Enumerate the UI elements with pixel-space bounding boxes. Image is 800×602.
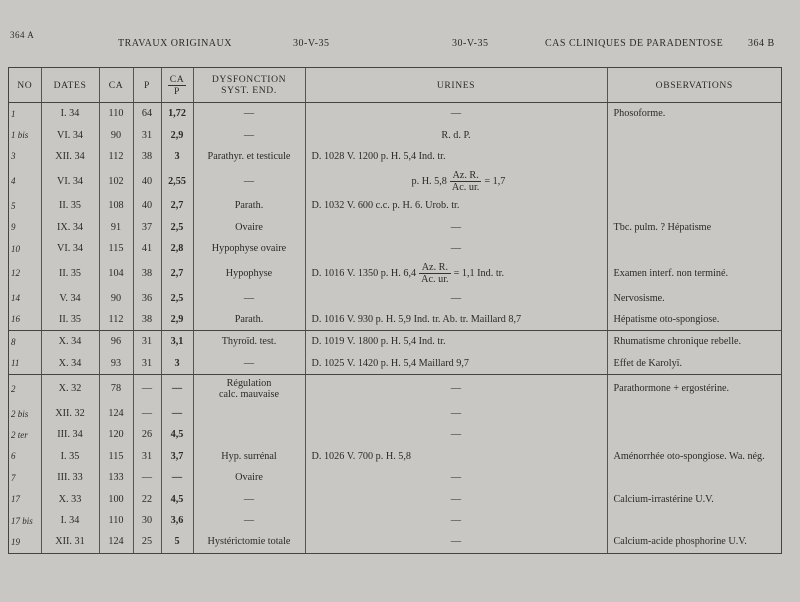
urine-analysis: — <box>305 238 607 259</box>
urine-analysis <box>305 167 607 195</box>
case-number: 17 bis <box>9 510 41 531</box>
calcium-value: 115 <box>99 446 133 467</box>
case-number: 2 bis <box>9 403 41 424</box>
endocrine-dysfunction: Parath. <box>193 195 305 216</box>
ca-p-ratio: 2,5 <box>161 217 193 238</box>
exam-date: V. 34 <box>41 287 99 308</box>
endocrine-dysfunction <box>193 424 305 445</box>
urine-analysis: R. d. P. <box>305 124 607 145</box>
calcium-value: 102 <box>99 167 133 195</box>
exam-date: III. 34 <box>41 424 99 445</box>
observation <box>607 146 781 167</box>
exam-date: X. 32 <box>41 374 99 403</box>
page-number-right: 364 B <box>748 38 775 49</box>
exam-date: II. 35 <box>41 259 99 287</box>
observation <box>607 195 781 216</box>
phosphorus-value: 22 <box>133 488 161 509</box>
exam-date: XII. 34 <box>41 146 99 167</box>
endocrine-dysfunction: Hyp. surrénal <box>193 446 305 467</box>
endocrine-dysfunction: Parathyr. et testicule <box>193 146 305 167</box>
urine-suffix: = 1,1 Ind. tr. <box>453 267 505 279</box>
observation <box>607 424 781 445</box>
case-number: 12 <box>9 259 41 287</box>
ca-p-ratio: 3,6 <box>161 510 193 531</box>
calcium-value: 104 <box>99 259 133 287</box>
urine-frac-num: Az. R. <box>450 170 481 182</box>
case-number: 3 <box>9 146 41 167</box>
ca-p-ratio: 2,9 <box>161 309 193 331</box>
calcium-value: 115 <box>99 238 133 259</box>
case-number: 6 <box>9 446 41 467</box>
col-urines: URINES <box>305 68 607 103</box>
phosphorus-value: 40 <box>133 195 161 216</box>
urine-analysis: D. 1025 V. 1420 p. H. 5,4 Maillard 9,7 <box>305 353 607 375</box>
endocrine-dysfunction: Hypophyse <box>193 259 305 287</box>
urine-analysis: — <box>305 488 607 509</box>
phosphorus-value: 31 <box>133 446 161 467</box>
case-number: 1 bis <box>9 124 41 145</box>
case-number: 9 <box>9 217 41 238</box>
calcium-value: 133 <box>99 467 133 488</box>
case-number: 19 <box>9 531 41 552</box>
ca-p-ratio: 3 <box>161 146 193 167</box>
table-row <box>9 331 781 353</box>
col-ratio-num: CA <box>169 73 185 85</box>
ca-p-ratio: 3,7 <box>161 446 193 467</box>
phosphorus-value: 38 <box>133 259 161 287</box>
col-ratio-den: P <box>174 85 180 97</box>
endocrine-dysfunction: Parath. <box>193 309 305 331</box>
table-header-row <box>9 68 781 103</box>
endocrine-dysfunction: — <box>193 510 305 531</box>
calcium-value: 93 <box>99 353 133 375</box>
table-row <box>9 467 781 488</box>
urine-frac-num: Az. R. <box>419 262 450 274</box>
observation: Rhumatisme chronique rebelle. <box>613 336 742 348</box>
phosphorus-value: 41 <box>133 238 161 259</box>
case-number: 5 <box>9 195 41 216</box>
exam-date: III. 33 <box>41 467 99 488</box>
ca-p-ratio: 3,1 <box>161 331 193 353</box>
calcium-value: 120 <box>99 424 133 445</box>
exam-date: X. 34 <box>41 353 99 375</box>
phosphorus-value: 38 <box>133 146 161 167</box>
ca-p-ratio: 2,55 <box>161 167 193 195</box>
table-row <box>9 446 781 467</box>
observation <box>607 403 781 424</box>
observation <box>607 124 781 145</box>
calcium-value: 100 <box>99 488 133 509</box>
col-dates: DATES <box>41 68 99 103</box>
exam-date: I. 34 <box>41 103 99 125</box>
ca-p-ratio: 2,5 <box>161 287 193 308</box>
endocrine-dysfunction: — <box>193 488 305 509</box>
urine-frac-den: Ac. ur. <box>451 181 480 193</box>
ca-p-ratio: — <box>161 374 193 403</box>
observation: Effet de Karolyï. <box>607 353 781 375</box>
urine-analysis: — <box>305 531 607 552</box>
case-number: 2 ter <box>9 424 41 445</box>
observation: Aménorrhée oto-spongiose. Wa. nég. <box>613 450 765 462</box>
phosphorus-value: 64 <box>133 103 161 125</box>
observation <box>607 238 781 259</box>
calcium-value: 112 <box>99 146 133 167</box>
observation <box>607 510 781 531</box>
phosphorus-value: 25 <box>133 531 161 552</box>
dysf-line2: calc. mauvaise <box>219 388 279 400</box>
exam-date: XII. 32 <box>41 403 99 424</box>
ca-p-ratio: — <box>161 467 193 488</box>
ca-p-ratio: 1,72 <box>161 103 193 125</box>
table-row <box>9 510 781 531</box>
col-observations: OBSERVATIONS <box>607 68 781 103</box>
col-p: P <box>133 68 161 103</box>
table-row <box>9 124 781 145</box>
calcium-value: 110 <box>99 510 133 531</box>
table-row <box>9 287 781 308</box>
ca-p-ratio: — <box>161 403 193 424</box>
table-row <box>9 167 781 195</box>
case-number: 2 <box>9 374 41 403</box>
table-row <box>9 488 781 509</box>
exam-date: I. 35 <box>41 446 99 467</box>
case-number: 14 <box>9 287 41 308</box>
calcium-value: 91 <box>99 217 133 238</box>
urine-analysis: — <box>305 287 607 308</box>
exam-date: XII. 31 <box>41 531 99 552</box>
exam-date: I. 34 <box>41 510 99 531</box>
exam-date: VI. 34 <box>41 238 99 259</box>
exam-date: X. 34 <box>41 331 99 353</box>
urine-analysis <box>305 259 607 287</box>
col-dysfonction <box>193 68 305 103</box>
urine-analysis: — <box>305 403 607 424</box>
dysf-line1: Régulation <box>226 377 272 389</box>
ca-p-ratio: 2,7 <box>161 259 193 287</box>
urine-analysis: — <box>305 103 607 125</box>
running-header-right: CAS CLINIQUES DE PARADENTOSE <box>545 38 724 49</box>
case-number: 11 <box>9 353 41 375</box>
urine-analysis: D. 1028 V. 1200 p. H. 5,4 Ind. tr. <box>305 146 607 167</box>
ca-p-ratio: 4,5 <box>161 488 193 509</box>
urine-analysis: — <box>305 424 607 445</box>
table-row <box>9 374 781 403</box>
observation <box>607 167 781 195</box>
urine-analysis: D. 1016 V. 930 p. H. 5,9 Ind. tr. Ab. tr. Maillard 8,7 <box>305 309 607 331</box>
table-row <box>9 217 781 238</box>
urine-analysis: — <box>305 467 607 488</box>
observation: Phosoforme. <box>613 108 666 120</box>
phosphorus-value: 36 <box>133 287 161 308</box>
calcium-value: 90 <box>99 287 133 308</box>
ca-p-ratio: 5 <box>161 531 193 552</box>
table-row <box>9 353 781 375</box>
table-row <box>9 403 781 424</box>
phosphorus-value: 31 <box>133 353 161 375</box>
urine-prefix: p. H. 5,8 <box>411 175 447 187</box>
case-number: 17 <box>9 488 41 509</box>
calcium-value: 124 <box>99 531 133 552</box>
header-date-left: 30-V-35 <box>293 38 330 49</box>
phosphorus-value: 26 <box>133 424 161 445</box>
endocrine-dysfunction: Ovaire <box>193 217 305 238</box>
col-no: NO <box>9 68 41 103</box>
ca-p-ratio: 2,7 <box>161 195 193 216</box>
case-number: 7 <box>9 467 41 488</box>
case-number: 16 <box>9 309 41 331</box>
case-number: 8 <box>9 331 41 353</box>
urine-analysis: — <box>305 217 607 238</box>
table-row <box>9 195 781 216</box>
endocrine-dysfunction <box>193 403 305 424</box>
phosphorus-value: — <box>133 374 161 403</box>
ca-p-ratio: 2,8 <box>161 238 193 259</box>
col-dysf-line2: SYST. END. <box>221 85 277 96</box>
endocrine-dysfunction: — <box>193 103 305 125</box>
table-row <box>9 103 781 125</box>
col-dysf-line1: DYSFONCTION <box>211 74 287 85</box>
running-header-left: TRAVAUX ORIGINAUX <box>118 38 232 49</box>
ca-p-ratio: 4,5 <box>161 424 193 445</box>
table-row <box>9 531 781 552</box>
endocrine-dysfunction: — <box>193 167 305 195</box>
endocrine-dysfunction: — <box>193 124 305 145</box>
observation: Nervosisme. <box>613 292 665 304</box>
phosphorus-value: — <box>133 403 161 424</box>
table-body <box>9 103 781 553</box>
observation: Calcium-acide phosphorine U.V. <box>613 536 747 548</box>
table-row <box>9 146 781 167</box>
calcium-value: 90 <box>99 124 133 145</box>
exam-date: X. 33 <box>41 488 99 509</box>
table-row <box>9 309 781 331</box>
ca-p-ratio: 2,9 <box>161 124 193 145</box>
phosphorus-value: — <box>133 467 161 488</box>
endocrine-dysfunction: — <box>193 287 305 308</box>
clinical-cases-table <box>8 67 782 554</box>
calcium-value: 108 <box>99 195 133 216</box>
endocrine-dysfunction: Hystérictomie totale <box>193 531 305 552</box>
table-row <box>9 259 781 287</box>
endocrine-dysfunction: Thyroïd. test. <box>193 331 305 353</box>
case-number: 4 <box>9 167 41 195</box>
col-ca: CA <box>99 68 133 103</box>
endocrine-dysfunction: Ovaire <box>193 467 305 488</box>
exam-date: VI. 34 <box>41 167 99 195</box>
exam-date: II. 35 <box>41 309 99 331</box>
urine-suffix: = 1,7 <box>484 175 506 187</box>
header-date-right: 30-V-35 <box>452 38 489 49</box>
urine-analysis: — <box>305 374 607 403</box>
endocrine-dysfunction: Hypophyse ovaire <box>193 238 305 259</box>
exam-date: VI. 34 <box>41 124 99 145</box>
observation: Parathormone + ergostérine. <box>613 383 730 395</box>
exam-date: IX. 34 <box>41 217 99 238</box>
urine-prefix: D. 1016 V. 1350 p. H. 6,4 <box>311 267 417 279</box>
urine-analysis: D. 1026 V. 700 p. H. 5,8 <box>305 446 607 467</box>
observation: Hépatisme oto-spongiose. <box>607 309 781 331</box>
calcium-value: 78 <box>99 374 133 403</box>
observation: Calcium-irrastérine U.V. <box>613 493 714 505</box>
exam-date: II. 35 <box>41 195 99 216</box>
col-ratio <box>161 68 193 103</box>
phosphorus-value: 30 <box>133 510 161 531</box>
phosphorus-value: 31 <box>133 124 161 145</box>
observation <box>607 467 781 488</box>
case-number: 1 <box>9 103 41 125</box>
urine-analysis: D. 1032 V. 600 c.c. p. H. 6. Urob. tr. <box>305 195 607 216</box>
urine-frac-den: Ac. ur. <box>421 273 449 285</box>
urine-analysis: D. 1019 V. 1800 p. H. 5,4 Ind. tr. <box>305 331 607 353</box>
endocrine-dysfunction: — <box>193 353 305 375</box>
phosphorus-value: 37 <box>133 217 161 238</box>
phosphorus-value: 38 <box>133 309 161 331</box>
phosphorus-value: 31 <box>133 331 161 353</box>
table-row <box>9 424 781 445</box>
observation: Tbc. pulm. ? Hépatisme <box>613 221 712 233</box>
observation: Examen interf. non terminé. <box>613 267 729 279</box>
ca-p-ratio: 3 <box>161 353 193 375</box>
calcium-value: 112 <box>99 309 133 331</box>
page-number-left: 364 A <box>10 30 35 40</box>
calcium-value: 110 <box>99 103 133 125</box>
case-number: 10 <box>9 238 41 259</box>
calcium-value: 124 <box>99 403 133 424</box>
phosphorus-value: 40 <box>133 167 161 195</box>
table-row <box>9 238 781 259</box>
urine-analysis: — <box>305 510 607 531</box>
calcium-value: 96 <box>99 331 133 353</box>
endocrine-dysfunction <box>193 374 305 403</box>
